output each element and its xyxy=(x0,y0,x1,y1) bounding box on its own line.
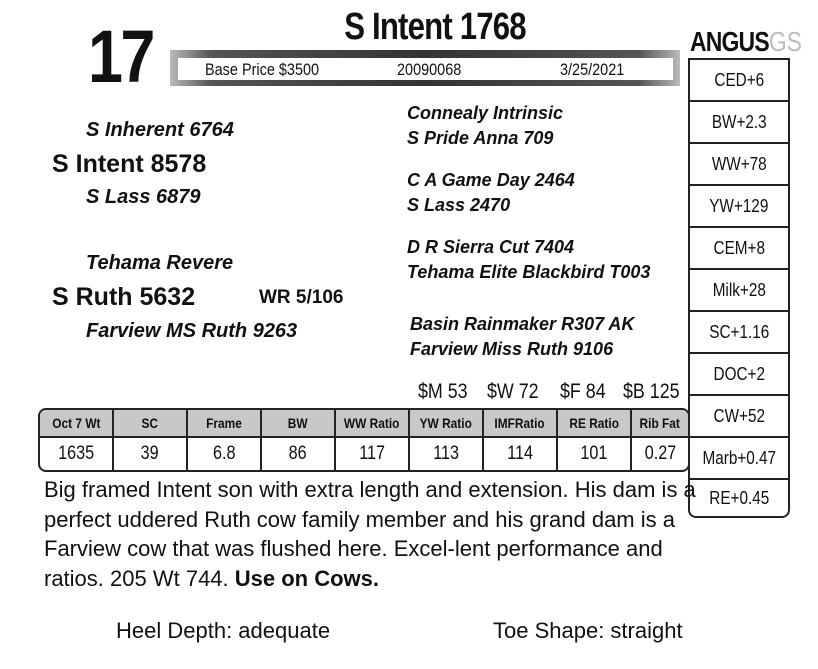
lot-number: 17 xyxy=(88,15,153,98)
perf-value: 1635 xyxy=(58,443,94,464)
birth-date: 3/25/2021 xyxy=(560,60,625,79)
epd-yw: YW+129 xyxy=(690,186,788,228)
pedigree-ds-sire: D R Sierra Cut 7404 xyxy=(407,237,575,257)
perf-col-imf-ratio xyxy=(484,410,558,470)
perf-col-rib-fat xyxy=(632,410,688,470)
perf-col-yw-ratio xyxy=(410,410,484,470)
heel-depth: Heel Depth: adequate xyxy=(116,618,331,643)
pedigree-ss-dam: S Pride Anna 709 xyxy=(407,128,554,148)
registration-number: 20090068 xyxy=(397,60,462,79)
perf-header: Rib Fat xyxy=(632,410,688,438)
pedigree-sire-sire: S Inherent 6764 xyxy=(86,119,234,141)
pedigree-dam: S Ruth 5632 xyxy=(52,283,196,311)
perf-col-re-ratio xyxy=(558,410,632,470)
pedigree-ds-dam: Tehama Elite Blackbird T003 xyxy=(407,262,651,282)
perf-value: 86 xyxy=(289,443,307,464)
perf-col-weight xyxy=(40,410,114,470)
pedigree-sire-dam: S Lass 6879 xyxy=(86,186,201,208)
perf-header: RE Ratio xyxy=(558,410,630,438)
pedigree-dd-sire: Basin Rainmaker R307 AK xyxy=(410,314,635,334)
perf-header: Frame xyxy=(188,410,260,438)
perf-header: YW Ratio xyxy=(410,410,482,438)
perf-header: IMFRatio xyxy=(484,410,556,438)
perf-header: SC xyxy=(114,410,186,438)
pedigree-sire: S Intent 8578 xyxy=(52,150,207,178)
perf-header: BW xyxy=(262,410,334,438)
perf-header: WW Ratio xyxy=(336,410,408,438)
index-f: $F 84 xyxy=(560,380,606,403)
performance-table xyxy=(38,408,690,472)
epd-milk: Milk+28 xyxy=(690,270,788,312)
perf-value: 39 xyxy=(141,443,159,464)
pedigree-dam-dam: Farview MS Ruth 9263 xyxy=(86,320,298,342)
epd-column xyxy=(688,58,790,518)
index-w: $W 72 xyxy=(487,380,539,403)
index-b: $B 125 xyxy=(623,380,680,403)
lot-description xyxy=(44,475,704,593)
perf-value: 101 xyxy=(580,443,608,464)
pedigree-sd-sire: C A Game Day 2464 xyxy=(407,170,575,190)
base-price: Base Price $3500 xyxy=(205,60,320,79)
description-text: Big framed Intent son with extra length and extension. His dam is a perfect uddered Ruth cow family member and his grand dam is a Farview cow that was flushed here. Excel-lent performance and ratios. 205 Wt 744. xyxy=(44,477,696,591)
epd-sc: SC+1.16 xyxy=(690,312,788,354)
epd-doc: DOC+2 xyxy=(690,354,788,396)
description-emphasis: Use on Cows. xyxy=(234,565,380,591)
toe-shape: Toe Shape: straight xyxy=(493,618,683,643)
perf-value: 113 xyxy=(433,443,459,464)
perf-value: 6.8 xyxy=(212,443,236,464)
epd-re: RE+0.45 xyxy=(709,487,769,508)
dam-ratio: WR 5/106 xyxy=(259,287,344,308)
epd-cem: CEM+8 xyxy=(690,228,788,270)
animal-title: S Intent 1768 xyxy=(344,6,526,48)
perf-header: Oct 7 Wt xyxy=(40,410,112,438)
epd-cw: CW+52 xyxy=(690,396,788,438)
epd-ced: CED+6 xyxy=(690,60,788,102)
pedigree-dd-dam: Farview Miss Ruth 9106 xyxy=(410,339,614,359)
perf-value: 114 xyxy=(507,443,533,464)
perf-col-bw xyxy=(262,410,336,470)
index-m: $M 53 xyxy=(418,380,468,403)
perf-col-sc xyxy=(114,410,188,470)
perf-col-frame xyxy=(188,410,262,470)
perf-col-ww-ratio xyxy=(336,410,410,470)
epd-ww: WW+78 xyxy=(690,144,788,186)
pedigree-ss-sire: Connealy Intrinsic xyxy=(407,103,564,123)
angus-gs-logo: ANGUSGS xyxy=(690,26,803,57)
pedigree-dam-sire: Tehama Revere xyxy=(86,252,234,274)
epd-marb: Marb+0.47 xyxy=(690,438,788,480)
perf-value: 0.27 xyxy=(644,443,676,464)
perf-value: 117 xyxy=(359,443,385,464)
pedigree-sd-dam: S Lass 2470 xyxy=(407,195,511,215)
epd-bw: BW+2.3 xyxy=(690,102,788,144)
